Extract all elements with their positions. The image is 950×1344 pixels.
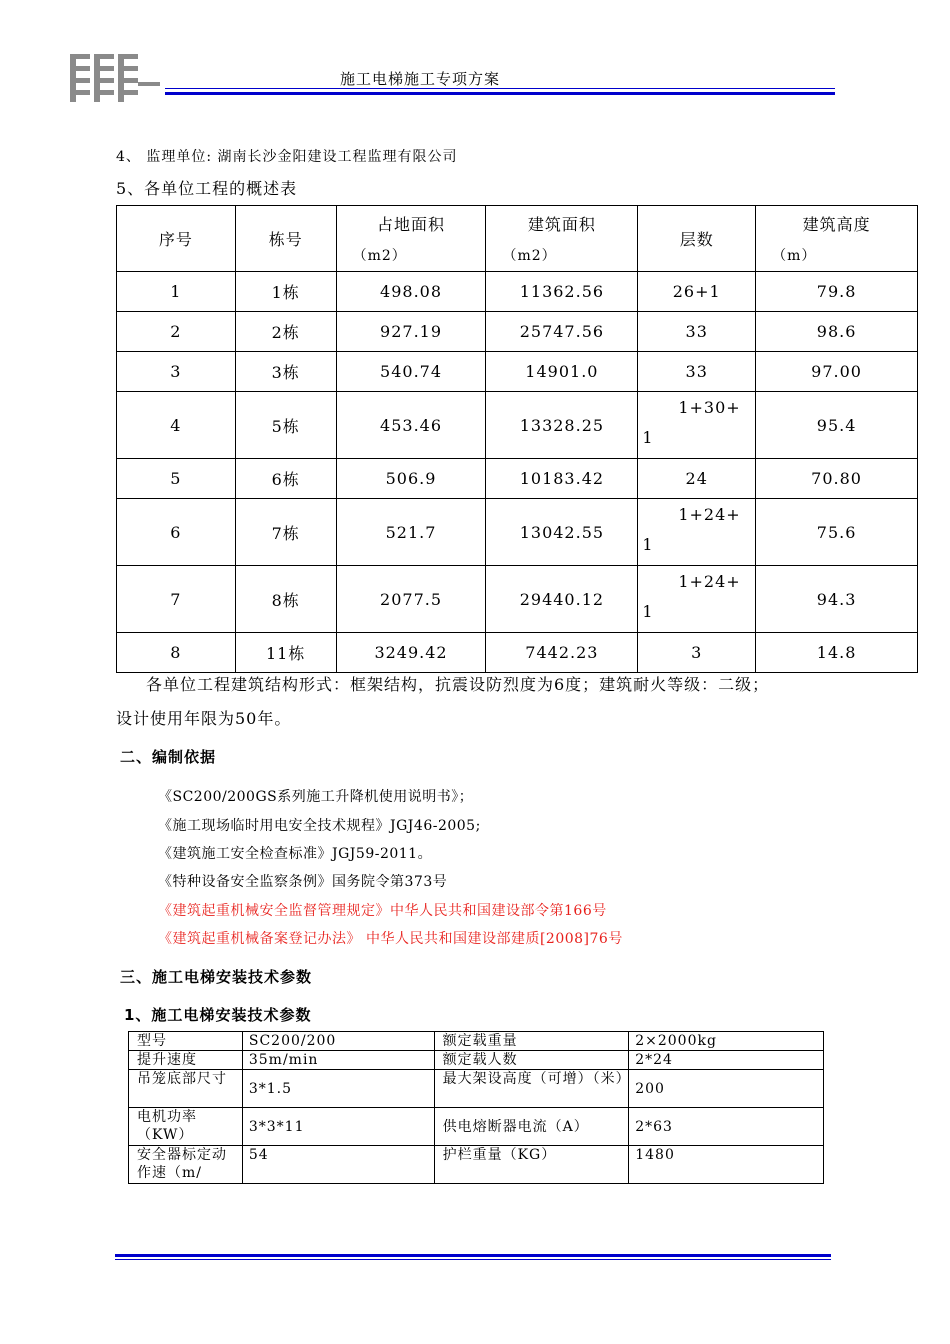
cell-build-area: 13042.55	[486, 499, 638, 566]
height-unit: （m）	[772, 248, 817, 264]
param-key: 最大架设高度（可增）（米）	[434, 1070, 629, 1108]
cell-seq: 6	[117, 499, 236, 566]
param-value: 3*1.5	[242, 1070, 434, 1108]
table-row	[117, 272, 918, 312]
reference-item: 《特种设备安全监察条例》国务院令第373号	[158, 874, 448, 890]
cell-floors	[638, 566, 756, 633]
param-key: 安全器标定动作速（m/	[129, 1146, 243, 1184]
header-title: 施工电梯施工专项方案	[340, 70, 501, 88]
table-row	[117, 459, 918, 499]
floors-part-b: 1	[642, 602, 654, 621]
header-seq: 序号	[117, 206, 236, 272]
table-row	[117, 392, 918, 459]
cell-building: 3栋	[235, 352, 336, 392]
cell-land-area: 506.9	[336, 459, 486, 499]
param-value: 3*3*11	[242, 1108, 434, 1146]
cell-build-area: 11362.56	[486, 272, 638, 312]
reference-item: 《施工现场临时用电安全技术规程》JGJ46-2005;	[158, 818, 481, 834]
footer-rule-thin	[115, 1259, 831, 1260]
cell-floors: 33	[638, 312, 756, 352]
param-key: 提升速度	[129, 1051, 243, 1070]
floors-part-b: 1	[642, 428, 654, 447]
cell-seq: 8	[117, 633, 236, 673]
cell-height: 94.3	[756, 566, 918, 633]
cell-land-area: 2077.5	[336, 566, 486, 633]
cell-land-area: 498.08	[336, 272, 486, 312]
cell-build-area: 25747.56	[486, 312, 638, 352]
param-value: 2*24	[629, 1051, 824, 1070]
cell-height: 98.6	[756, 312, 918, 352]
land-area-unit: （m2）	[352, 248, 407, 264]
subheading-tech-params: 1、施工电梯安装技术参数	[124, 1006, 312, 1024]
cell-height: 14.8	[756, 633, 918, 673]
param-value: SC200/200	[242, 1032, 434, 1051]
cell-building: 2栋	[235, 312, 336, 352]
header-build-area	[486, 206, 638, 272]
cell-build-area: 14901.0	[486, 352, 638, 392]
cell-seq: 5	[117, 459, 236, 499]
cell-floors: 33	[638, 352, 756, 392]
floors-part-a: 1+30+	[678, 398, 741, 417]
cell-land-area: 453.46	[336, 392, 486, 459]
cell-building: 5栋	[235, 392, 336, 459]
param-value: 54	[242, 1146, 434, 1184]
param-key: 电机功率（KW）	[129, 1108, 243, 1146]
param-value: 1480	[629, 1146, 824, 1184]
cell-land-area: 3249.42	[336, 633, 486, 673]
cell-floors	[638, 392, 756, 459]
param-value: 200	[629, 1070, 824, 1108]
table-row	[129, 1146, 824, 1184]
overview-table-title: 5、各单位工程的概述表	[116, 179, 298, 198]
header-floors: 层数	[638, 206, 756, 272]
cell-building: 11栋	[235, 633, 336, 673]
table-row	[117, 312, 918, 352]
header-height	[756, 206, 918, 272]
table-row	[129, 1108, 824, 1146]
param-key: 额定载人数	[434, 1051, 629, 1070]
table-row	[117, 352, 918, 392]
cell-floors: 24	[638, 459, 756, 499]
cell-build-area: 10183.42	[486, 459, 638, 499]
cell-seq: 2	[117, 312, 236, 352]
overview-header-row	[117, 206, 918, 272]
table-row	[117, 499, 918, 566]
floors-part-a: 1+24+	[678, 505, 741, 524]
land-area-label: 占地面积	[377, 215, 446, 234]
table-row	[117, 633, 918, 673]
cell-build-area: 7442.23	[486, 633, 638, 673]
header-rule-thick	[165, 92, 835, 95]
table-row	[117, 566, 918, 633]
cell-land-area: 540.74	[336, 352, 486, 392]
company-logo	[66, 46, 162, 106]
structure-text-line1: 各单位工程建筑结构形式：框架结构，抗震设防烈度为6度；建筑耐火等级：二级；	[146, 675, 770, 694]
reference-item-highlighted: 《建筑起重机械安全监督管理规定》中华人民共和国建设部令第166号	[158, 903, 607, 919]
cell-build-area: 13328.25	[486, 392, 638, 459]
tech-params-table	[128, 1031, 824, 1184]
param-key: 型号	[129, 1032, 243, 1051]
cell-height: 97.00	[756, 352, 918, 392]
supervision-unit-line: 4、 监理单位: 湖南长沙金阳建设工程监理有限公司	[116, 149, 458, 165]
header-rule-thin	[165, 88, 835, 89]
reference-item: 《建筑施工安全检查标准》JGJ59-2011。	[158, 846, 433, 862]
cell-seq: 4	[117, 392, 236, 459]
cell-build-area: 29440.12	[486, 566, 638, 633]
param-key: 吊笼底部尺寸	[129, 1070, 243, 1108]
overview-table	[116, 205, 918, 673]
header-land-area	[336, 206, 486, 272]
cell-building: 6栋	[235, 459, 336, 499]
build-area-label: 建筑面积	[527, 215, 596, 234]
cell-seq: 1	[117, 272, 236, 312]
table-row	[129, 1051, 824, 1070]
cell-land-area: 521.7	[336, 499, 486, 566]
structure-text-line2: 设计使用年限为50年。	[116, 709, 292, 728]
cell-seq: 7	[117, 566, 236, 633]
param-key: 护栏重量（KG）	[434, 1146, 629, 1184]
cell-height: 75.6	[756, 499, 918, 566]
cell-height: 79.8	[756, 272, 918, 312]
cell-seq: 3	[117, 352, 236, 392]
param-value: 2×2000kg	[629, 1032, 824, 1051]
build-area-unit: （m2）	[502, 248, 557, 264]
floors-part-a: 1+24+	[678, 572, 741, 591]
floors-part-b: 1	[642, 535, 654, 554]
param-key: 供电熔断器电流（A）	[434, 1108, 629, 1146]
cell-floors: 26+1	[638, 272, 756, 312]
cell-floors	[638, 499, 756, 566]
header-building: 栋号	[235, 206, 336, 272]
heading-tech-params: 三、施工电梯安装技术参数	[120, 968, 313, 986]
param-value: 2*63	[629, 1108, 824, 1146]
height-label: 建筑高度	[802, 215, 871, 234]
param-key: 额定载重量	[434, 1032, 629, 1051]
cell-building: 8栋	[235, 566, 336, 633]
cell-floors: 3	[638, 633, 756, 673]
cell-building: 1栋	[235, 272, 336, 312]
reference-item: 《SC200/200GS系列施工升降机使用说明书》；	[158, 789, 474, 805]
reference-item-highlighted: 《建筑起重机械备案登记办法》 中华人民共和国建设部建质[2008]76号	[158, 931, 623, 947]
cell-land-area: 927.19	[336, 312, 486, 352]
cell-building: 7栋	[235, 499, 336, 566]
param-value: 35m/min	[242, 1051, 434, 1070]
table-row	[129, 1032, 824, 1051]
cell-height: 70.80	[756, 459, 918, 499]
heading-basis: 二、编制依据	[120, 748, 217, 766]
footer-rule-thick	[115, 1254, 831, 1257]
table-row	[129, 1070, 824, 1108]
cell-height: 95.4	[756, 392, 918, 459]
